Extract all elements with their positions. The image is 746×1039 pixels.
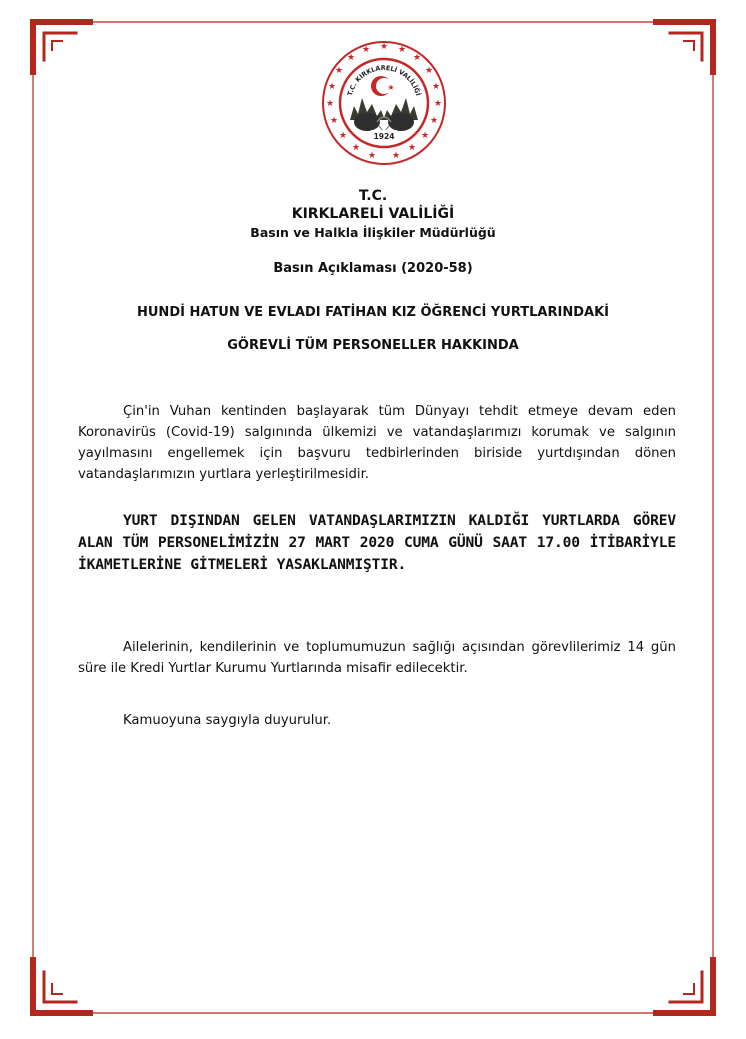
body-paragraph-3: Ailelerinin, kendilerinin ve toplumumuzun sağlığı açısından görevlilerimiz 14 gün süre ile Kredi Yurtlar Kurumu Yurtlarında misafir edilecektir. — [78, 640, 676, 676]
svg-text:★: ★ — [351, 143, 361, 153]
svg-text:★: ★ — [361, 45, 371, 55]
svg-text:★: ★ — [407, 143, 417, 153]
svg-text:★: ★ — [367, 151, 377, 161]
svg-text:★: ★ — [412, 53, 422, 63]
svg-text:★: ★ — [391, 151, 401, 161]
svg-text:★: ★ — [338, 131, 348, 141]
svg-text:★: ★ — [334, 66, 344, 76]
svg-text:★: ★ — [397, 45, 407, 55]
svg-text:★: ★ — [424, 66, 434, 76]
body-paragraph-1: Çin'in Vuhan kentinden başlayarak tüm Dünyayı tehdit etmeye devam eden Koronavirüs (Covid-19) salgınında ülkemizi ve vatandaşlarımızı korumak ve salgının yayılmasını engellemek için başvuru tedbirlerinden biriside yurtdışından dönen vatandaşlarımızın yurtlara yerleştirilmesidir. — [78, 404, 676, 482]
svg-text:★: ★ — [327, 82, 337, 92]
svg-text:★: ★ — [379, 42, 389, 52]
governorship-seal-logo — [321, 40, 447, 166]
svg-text:★: ★ — [346, 53, 356, 63]
svg-text:★: ★ — [387, 83, 395, 92]
svg-text:★: ★ — [429, 116, 439, 126]
announcement-paragraph: YURT DIŞINDAN GELEN VATANDAŞLARIMIZIN KALDIĞI YURTLARDA GÖREV ALAN TÜM PERSONELİMİZİN 27 MART 2020 CUMA GÜNÜ SAAT 17.00 İTİBARİYLE İKAMETLERİNE GİTMELERİ YASAKLANMIŞTIR. — [78, 512, 676, 573]
svg-text:★: ★ — [420, 131, 430, 141]
svg-text:T.C. KIRKLARELİ VALİLİĞİ: T.C. KIRKLARELİ VALİLİĞİ — [345, 63, 423, 97]
svg-text:★: ★ — [329, 116, 339, 126]
header-department: Basın ve Halkla İlişkiler Müdürlüğü — [250, 225, 496, 240]
header-office: KIRKLARELİ VALİLİĞİ — [291, 206, 455, 222]
seal-year: 1924 — [373, 132, 395, 141]
svg-text:★: ★ — [431, 82, 441, 92]
press-release-number: Basın Açıklaması (2020-58) — [273, 261, 473, 276]
svg-text:★: ★ — [325, 99, 335, 109]
closing-line: Kamuoyuna saygıyla duyurulur. — [123, 713, 332, 728]
document-title-line-1: HUNDİ HATUN VE EVLADI FATİHAN KIZ ÖĞRENCİ YURTLARINDAKİ — [137, 305, 609, 320]
document-title-line-2: GÖREVLİ TÜM PERSONELLER HAKKINDA — [227, 338, 519, 353]
header-tc: T.C. — [358, 188, 388, 204]
svg-text:★: ★ — [433, 99, 443, 109]
